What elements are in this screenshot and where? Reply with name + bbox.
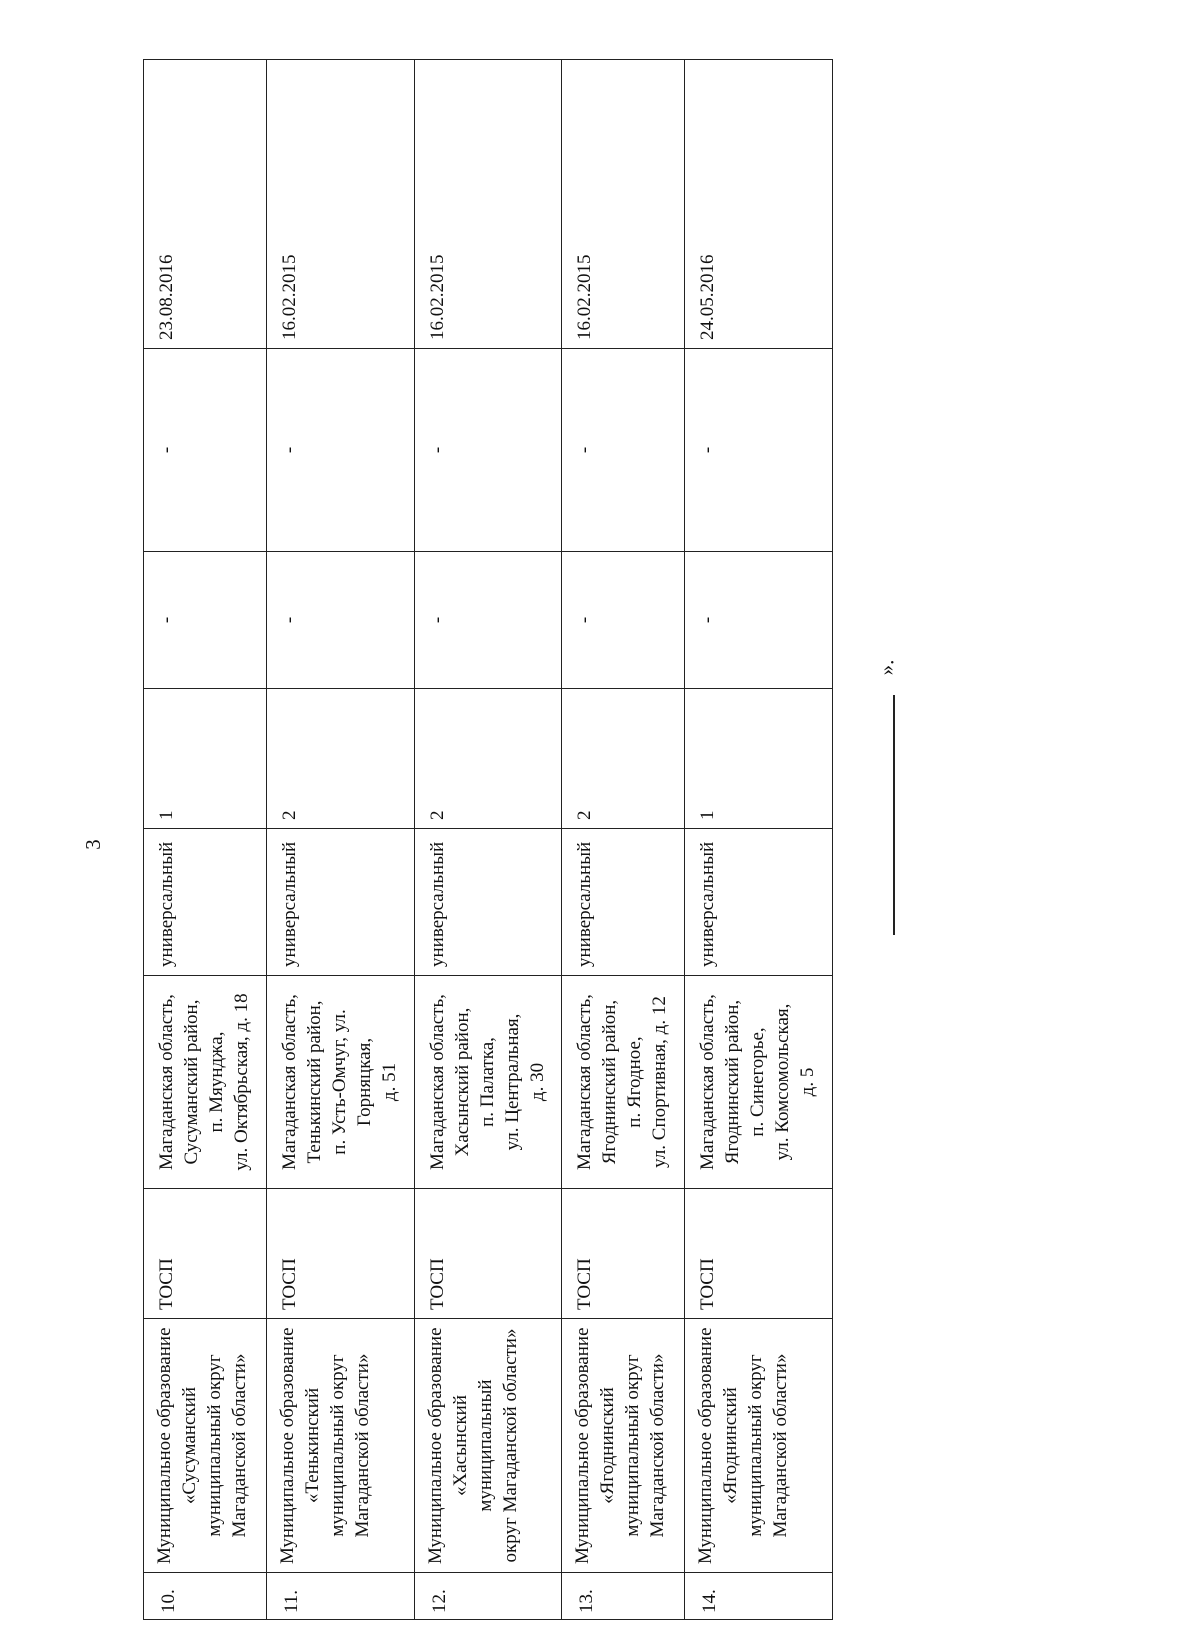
- address-line: д. 51: [378, 1062, 400, 1102]
- address-line: Ягоднинский район,: [599, 999, 621, 1165]
- address-cell: [414, 976, 562, 1189]
- row-number-cell: 11.: [266, 1573, 414, 1620]
- organization-line: Муниципальное образование: [572, 1327, 594, 1564]
- address-line: Магаданская область,: [426, 994, 448, 1170]
- address-cell: [685, 976, 833, 1189]
- organization-line: «Ягоднинский: [597, 1387, 619, 1504]
- document-table-wrapper: [143, 60, 833, 1620]
- organization-cell: [562, 1319, 685, 1573]
- column-7-cell: -: [685, 552, 833, 689]
- page-number: 3: [80, 839, 105, 850]
- organization-line: муниципальный округ: [745, 1354, 767, 1537]
- date-cell: 24.05.2016: [685, 60, 833, 349]
- organization-line: «Сусуманский: [179, 1386, 200, 1505]
- address-line: ул. Октябрьская, д. 18: [231, 993, 252, 1171]
- organization-line: Магаданской области»: [229, 1353, 250, 1538]
- kind-cell: универсальный: [266, 829, 414, 976]
- address-line: Ягоднинский район,: [722, 999, 744, 1165]
- table-row: [266, 60, 414, 1620]
- address-line: Магаданская область,: [278, 994, 300, 1170]
- address-line: п. Ягодное,: [624, 1036, 646, 1128]
- kind-cell: универсальный: [414, 829, 562, 976]
- kind-cell: универсальный: [562, 829, 685, 976]
- organization-line: Муниципальное образование: [695, 1327, 717, 1564]
- organization-line: Магаданской области»: [647, 1353, 669, 1538]
- closing-mark: [875, 655, 915, 935]
- address-line: Хасынский район,: [451, 1007, 473, 1157]
- kind-cell: универсальный: [685, 829, 833, 976]
- address-cell: [144, 976, 267, 1189]
- organization-line: округ Магаданской области»: [499, 1328, 521, 1563]
- column-8-cell: -: [414, 349, 562, 552]
- address-line: Горняцкая,: [353, 1037, 375, 1127]
- address-line: ул. Спортивная, д. 12: [649, 996, 671, 1168]
- address-cell: [562, 976, 685, 1189]
- organization-line: Магаданской области»: [770, 1353, 792, 1538]
- type-cell: ТОСП: [266, 1189, 414, 1319]
- row-number-cell: 13.: [562, 1573, 685, 1620]
- document-table: [143, 59, 833, 1620]
- organization-line: «Тенькинский: [301, 1387, 323, 1504]
- address-line: п. Мяунджа,: [206, 1031, 227, 1133]
- count-cell: 1: [144, 689, 267, 829]
- address-line: Тенькинский район,: [303, 1000, 325, 1164]
- row-number-cell: 14.: [685, 1573, 833, 1620]
- closing-line: [893, 695, 895, 935]
- address-line: д. 5: [797, 1067, 819, 1097]
- table-row: [414, 60, 562, 1620]
- date-cell: 16.02.2015: [414, 60, 562, 349]
- organization-line: Магаданской области»: [351, 1353, 373, 1538]
- organization-line: Муниципальное образование: [154, 1327, 175, 1564]
- column-8-cell: -: [266, 349, 414, 552]
- closing-quote: ».: [874, 659, 899, 676]
- count-cell: 1: [685, 689, 833, 829]
- column-8-cell: -: [144, 349, 267, 552]
- address-line: ул. Комсомольская,: [772, 1003, 794, 1161]
- address-line: Сусуманский район,: [181, 999, 202, 1165]
- address-line: Магаданская область,: [697, 994, 719, 1170]
- address-line: Магаданская область,: [574, 994, 596, 1170]
- organization-line: Муниципальное образование: [424, 1327, 446, 1564]
- organization-cell: [414, 1319, 562, 1573]
- column-7-cell: -: [562, 552, 685, 689]
- organization-line: Муниципальное образование: [276, 1327, 298, 1564]
- organization-cell: [144, 1319, 267, 1573]
- table-row: [685, 60, 833, 1620]
- row-number-cell: 12.: [414, 1573, 562, 1620]
- address-line: п. Палатка,: [476, 1037, 498, 1127]
- date-cell: 23.08.2016: [144, 60, 267, 349]
- type-cell: ТОСП: [685, 1189, 833, 1319]
- table-body: [144, 60, 833, 1620]
- organization-line: муниципальный округ: [622, 1354, 644, 1537]
- column-7-cell: -: [144, 552, 267, 689]
- kind-cell: универсальный: [144, 829, 267, 976]
- address-line: Магаданская область,: [156, 994, 177, 1170]
- row-number-cell: 10.: [144, 1573, 267, 1620]
- table-row: [144, 60, 267, 1620]
- column-7-cell: -: [266, 552, 414, 689]
- date-cell: 16.02.2015: [562, 60, 685, 349]
- table-row: [562, 60, 685, 1620]
- type-cell: ТОСП: [414, 1189, 562, 1319]
- organization-cell: [685, 1319, 833, 1573]
- address-line: п. Усть-Омчуг, ул.: [328, 1009, 350, 1155]
- organization-line: муниципальный округ: [326, 1354, 348, 1537]
- address-cell: [266, 976, 414, 1189]
- column-7-cell: -: [414, 552, 562, 689]
- date-cell: 16.02.2015: [266, 60, 414, 349]
- column-8-cell: -: [562, 349, 685, 552]
- organization-line: муниципальный округ: [204, 1354, 225, 1537]
- organization-line: «Ягоднинский: [720, 1387, 742, 1504]
- organization-line: «Хасынский муниципальный: [449, 1379, 496, 1512]
- type-cell: ТОСП: [562, 1189, 685, 1319]
- organization-cell: [266, 1319, 414, 1573]
- count-cell: 2: [414, 689, 562, 829]
- address-line: д. 30: [526, 1062, 548, 1102]
- count-cell: 2: [266, 689, 414, 829]
- count-cell: 2: [562, 689, 685, 829]
- address-line: ул. Центральная,: [501, 1013, 523, 1151]
- column-8-cell: -: [685, 349, 833, 552]
- type-cell: ТОСП: [144, 1189, 267, 1319]
- address-line: п. Синегорье,: [747, 1027, 769, 1137]
